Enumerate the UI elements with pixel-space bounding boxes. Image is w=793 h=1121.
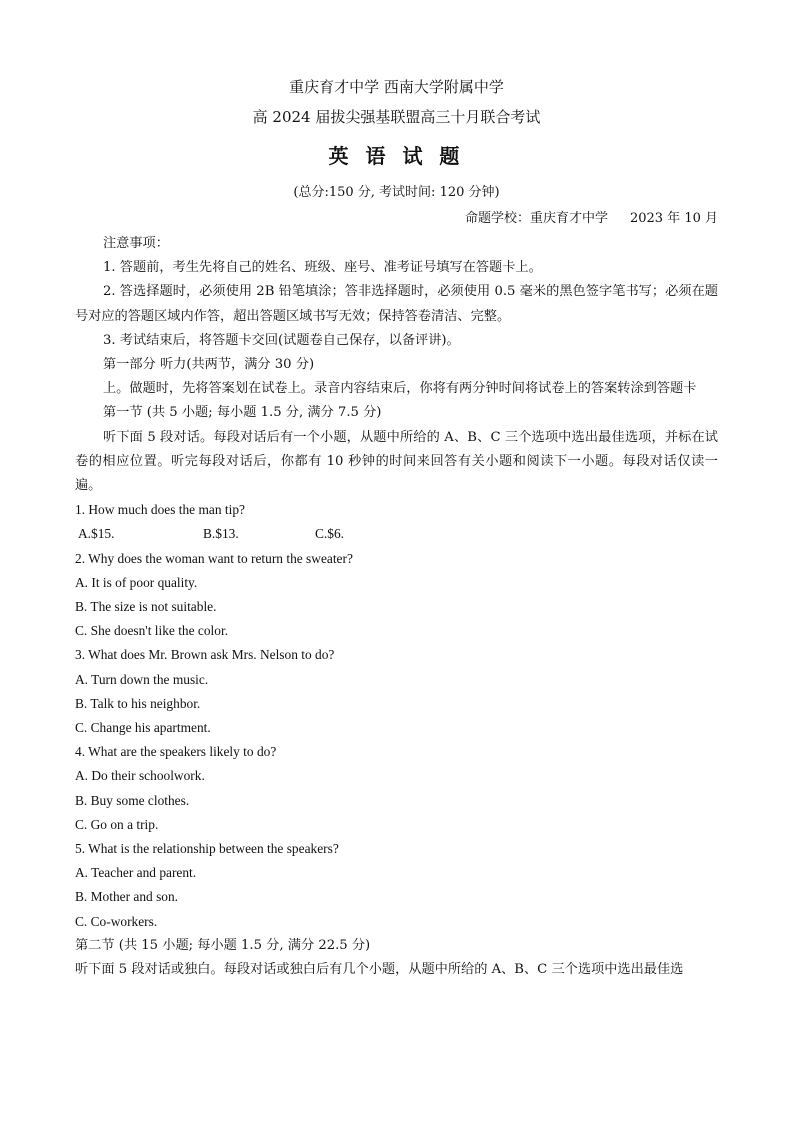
notice-title: 注意事项： (103, 236, 169, 251)
exam-body (75, 232, 718, 982)
part1-title: 第一部分 听力(共两节，满分 30 分) (103, 357, 315, 373)
school-names: 重庆育才中学 西南大学附属中学 (289, 78, 504, 96)
section1-title: 第一节 (共 5 小题; 每小题 1.5 分, 满分 7.5 分) (103, 405, 382, 421)
part1-instruction: 上。做题时，先将答案划在试卷上。录音内容结束后，你将有两分钟时间将试卷上的答案转涂到答题卡 (103, 381, 697, 397)
question-3-option-a: A. Turn down the music. (75, 671, 209, 687)
exam-date: 2023 年 10 月 (629, 211, 718, 226)
question-3-option-c: C. Change his apartment. (75, 720, 211, 736)
question-2-option-b: B. The size is not suitable. (75, 599, 217, 615)
question-1-stem: 1. How much does the man tip? (75, 502, 245, 518)
section1-instruction: 听下面 5 段对话。每段对话后有一个小题，从题中所给的 A、B、C 三个选项中选出最佳选项，并标在试卷的相应位置。听完每段对话后，你都有 10 秒钟的时间来回答有关小题和阅读下一小题。每段对话仅读一遍。 (75, 429, 718, 494)
question-3-option-b: B. Talk to his neighbor. (75, 695, 201, 711)
subject-title: 英 语 试 题 (328, 144, 465, 168)
question-4-option-a: A. Do their schoolwork. (75, 768, 205, 784)
section2-instruction: 听下面 5 段对话或独白。每段对话或独白后有几个小题，从题中所给的 A、B、C 三个选项中选出最佳选 (75, 962, 684, 978)
author-school: 命题学校：重庆育才中学 (464, 211, 608, 226)
question-2-option-c: C. She doesn't like the color. (75, 623, 229, 639)
exam-info: (总分:150 分, 考试时间: 120 分钟) (293, 185, 500, 200)
question-4-option-c: C. Go on a trip. (75, 816, 159, 832)
question-1-option-b: B.$13. (203, 526, 239, 542)
question-1-option-c: C.$6. (315, 526, 345, 542)
notice-item-1: 1. 答题前，考生先将自己的姓名、班级、座号、准考证号填写在答题卡上。 (103, 260, 542, 276)
notice-item-2: 2. 答选择题时，必须使用 2B 铅笔填涂；答非选择题时，必须使用 0.5 毫米的黑色签字笔书写；必须在题号对应的答题区域内作答，超出答题区域书写无效；保持答卷清洁、完整。 (75, 284, 718, 324)
question-2-stem: 2. Why does the woman want to return the sweater? (75, 550, 353, 566)
question-4-stem: 4. What are the speakers likely to do? (75, 744, 277, 760)
exam-title: 高 2024 届拔尖强基联盟高三十月联合考试 (252, 108, 541, 126)
question-5-stem: 5. What is the relationship between the speakers? (75, 841, 339, 857)
notice-item-3: 3. 考试结束后，将答题卡交回(试题卷自己保存，以备评讲)。 (103, 332, 460, 348)
question-4-option-b: B. Buy some clothes. (75, 792, 190, 808)
question-5-option-c: C. Co-workers. (75, 913, 158, 929)
question-5-option-a: A. Teacher and parent. (75, 865, 197, 881)
question-5-option-b: B. Mother and son. (75, 889, 179, 905)
question-1-options (75, 522, 718, 546)
question-3-stem: 3. What does Mr. Brown ask Mrs. Nelson to do? (75, 647, 335, 663)
question-2-option-a: A. It is of poor quality. (75, 574, 198, 590)
section2-title: 第二节 (共 15 小题; 每小题 1.5 分, 满分 22.5 分) (75, 937, 371, 953)
author-line (465, 207, 718, 226)
question-1-option-a: A.$15. (78, 526, 115, 542)
